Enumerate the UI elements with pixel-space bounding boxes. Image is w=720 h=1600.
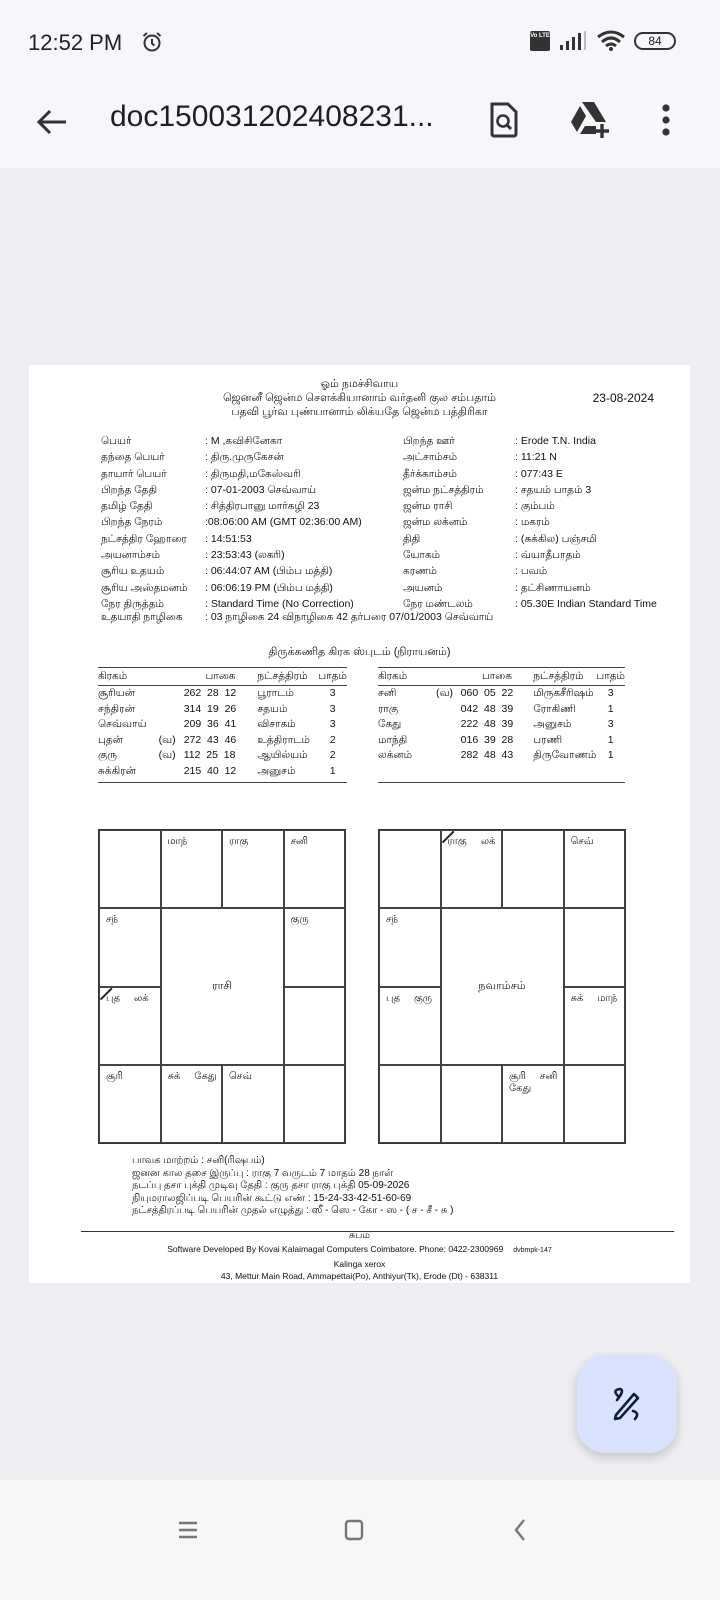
back-arrow-icon — [36, 108, 68, 136]
cell-empty — [461, 764, 534, 783]
volte-icon: Vo LTE — [530, 31, 550, 51]
planet-label: சுக் — [570, 992, 584, 1004]
chart-house-virgo — [564, 1065, 626, 1143]
cell-deg: 282 48 43 — [460, 749, 514, 761]
navamsa-chart — [378, 829, 626, 1144]
info-row — [101, 563, 362, 579]
chart-house-taurus — [502, 830, 564, 908]
info-value: : தட்சிணாயனம் — [515, 581, 591, 594]
info-label: அயனாம்சம் — [101, 549, 161, 562]
table-row — [98, 717, 347, 733]
info-value: : சதயம் பாதம் 3 — [515, 483, 592, 496]
cell-pada: 1 — [607, 702, 614, 715]
cell-planet: ராகு — [378, 702, 399, 715]
info-label: தந்தை பெயர் — [101, 451, 165, 464]
table-row — [98, 764, 347, 783]
info-row — [403, 498, 657, 514]
table-row — [378, 686, 625, 702]
cell-star: அனுசம் — [257, 764, 318, 783]
cell-pada: 3 — [607, 687, 614, 699]
info-value: : M ,கவிசினேகா — [205, 435, 283, 447]
table-row — [378, 748, 625, 764]
info-label: அயனம் — [403, 581, 443, 594]
info-row — [101, 596, 362, 612]
cell-planet: சந்திரன் — [98, 702, 135, 715]
cell-empty — [596, 764, 625, 783]
info-row — [101, 482, 362, 498]
cell-planet: கேது — [378, 718, 402, 730]
table-row — [378, 702, 625, 718]
chart-house-libra — [502, 1065, 564, 1143]
chart-house-sagittarius — [99, 1065, 161, 1143]
cell-planet: சுக்கிரன் — [98, 764, 159, 783]
info-label: சூரிய உதயம் — [101, 565, 165, 578]
info-label: உதயாதி நாழிகை — [101, 611, 183, 623]
chart-house-virgo — [284, 1065, 346, 1143]
back-icon — [513, 1518, 527, 1542]
credits — [29, 1243, 690, 1283]
table-row — [98, 702, 347, 718]
cell-star: அனுசம் — [533, 718, 572, 730]
info-row — [403, 547, 657, 563]
info-row — [403, 466, 657, 482]
info-label: பிறந்த தேதி — [101, 483, 158, 496]
edit-signature-button[interactable] — [577, 1355, 677, 1453]
cell-retro — [436, 717, 461, 733]
info-value: : 14:51:53 — [205, 532, 252, 545]
cell-planet: சூரியன் — [98, 687, 135, 699]
dasa-line: நட்சத்திரப்படி பெயரின் முதல் எழுத்து : ஸீ - ஸெ - கோ - ஸ - ( ச - சீ - சு ) — [132, 1205, 454, 1216]
cell-retro — [159, 702, 184, 718]
home-icon — [344, 1519, 364, 1541]
cell-retro — [159, 686, 184, 702]
info-value: : 05.30E Indian Standard Time — [515, 597, 657, 610]
app-bar — [0, 80, 720, 168]
chart-house-gemini — [284, 830, 346, 908]
info-row — [101, 547, 362, 563]
cell-deg: 112 25 18 — [183, 749, 236, 761]
document-date: 23-08-2024 — [592, 391, 654, 405]
info-value: : சித்திரபானு மார்கழி 23 — [205, 500, 320, 513]
cell-pada: 3 — [329, 687, 336, 699]
cell-star: விசாகம் — [257, 718, 296, 730]
nav-back-button[interactable] — [498, 1510, 542, 1550]
info-row — [101, 498, 362, 514]
cell-deg: 042 48 39 — [460, 702, 514, 715]
table-row — [98, 748, 347, 764]
planet-label: லக் — [133, 992, 149, 1004]
planet-label: மாந் — [597, 992, 618, 1004]
credits-line-3: 43, Mettur Main Road, Ammapettai(Po), Anthiyur(Tk), Erode (Dt) - 638311 — [220, 1271, 499, 1281]
cell-star: சதயம் — [257, 702, 288, 715]
credits-line-2: Kalinga xerox — [333, 1258, 386, 1269]
info-label: பெயர் — [101, 435, 132, 447]
cell-planet: குரு — [98, 749, 118, 761]
info-row — [101, 580, 362, 596]
cell-pada: 2 — [329, 749, 336, 761]
planet-label: ராகு — [229, 836, 249, 847]
chart-house-pisces — [379, 830, 441, 908]
subam-text: சுபம் — [349, 1230, 370, 1241]
divider — [81, 1231, 674, 1232]
header-line-2: ஜெனனீ ஜென்ம சௌக்கியானாம் வர்தனி குல சம்பதாம் — [222, 392, 496, 404]
more-options-button[interactable] — [644, 98, 688, 142]
info-row — [101, 466, 362, 482]
info-label: தாயார் பெயர் — [101, 467, 167, 480]
info-label: பிறந்த ஊர் — [403, 435, 455, 447]
cell-empty — [378, 764, 436, 783]
column-header-star: நட்சத்திரம் — [257, 668, 318, 686]
cell-deg: 314 19 26 — [183, 702, 237, 715]
cell-star: மிருகசீரிஷம் — [533, 687, 594, 699]
info-label: ஜன்ம லக்னம் — [403, 516, 468, 529]
cell-retro — [436, 733, 461, 749]
cell-pada: 3 — [329, 702, 336, 715]
planet-label: கேது — [509, 1082, 532, 1094]
info-row — [403, 563, 657, 579]
chart-house-aquarius — [99, 908, 161, 986]
planet-label: புத — [106, 992, 120, 1004]
chart-house-scorpio — [161, 1065, 223, 1143]
info-value: : 06:06:19 PM (பிம்ப மத்தி) — [205, 581, 333, 594]
more-vert-icon — [661, 103, 671, 137]
planet-label: ராகு — [447, 836, 467, 847]
info-value: : 11:21 N — [515, 451, 557, 464]
info-value: :08:06:00 AM (GMT 02:36:00 AM) — [205, 516, 362, 529]
home-button[interactable] — [332, 1510, 376, 1550]
document-viewer[interactable] — [0, 168, 720, 1480]
info-row — [403, 514, 657, 530]
dasa-line: நியுமராலஜிப்படி பெயரின் கூட்டு எண் : 15-24-33-42-51-60-69 — [132, 1192, 412, 1204]
rasi-chart — [98, 829, 346, 1144]
cell-planet: சனி — [378, 687, 397, 699]
column-header-degree: பாகை — [184, 668, 258, 686]
cell-retro — [159, 717, 184, 733]
table-row-spacer — [378, 764, 625, 783]
chart-house-gemini — [564, 830, 626, 908]
birth-info-left — [101, 433, 362, 612]
chart-house-scorpio — [441, 1065, 503, 1143]
table-row — [378, 733, 625, 749]
graha-table-title: திருக்கணித கிரக ஸ்புடம் (நிராயனம்) — [268, 646, 451, 658]
chart-house-pisces — [99, 830, 161, 908]
cell-pada: 1 — [607, 749, 614, 761]
cell-planet: மாந்தி — [378, 733, 408, 746]
table-row — [378, 717, 625, 733]
table-header — [378, 668, 625, 686]
column-header-blank — [159, 668, 184, 686]
planet-label: மாந் — [167, 836, 188, 847]
info-label: நேர மண்டலம் — [403, 597, 473, 610]
cell-retro — [436, 748, 461, 764]
cell-planet: லக்னம் — [378, 749, 413, 761]
status-time: 12:52 PM — [28, 30, 123, 55]
planet-label: சுக் — [167, 1070, 181, 1082]
chart-house-capricorn — [99, 987, 161, 1065]
info-row — [403, 449, 657, 465]
column-header-planet: கிரகம் — [98, 668, 159, 686]
info-value: : திரு.முருகேசன் — [205, 451, 284, 464]
cell-deg: 262 28 12 — [183, 687, 237, 699]
chart-house-sagittarius — [379, 1065, 441, 1143]
info-label: நட்சத்திர ஹோரை — [101, 532, 187, 545]
info-value: : 077:43 E — [515, 467, 563, 480]
info-row — [403, 531, 657, 547]
dasa-line: நடப்பு தசா புக்தி முடிவு தேதி : குரு தசா ராகு புக்தி 05-09-2026 — [132, 1180, 410, 1191]
planet-label: சந் — [386, 914, 398, 926]
info-row — [101, 433, 362, 449]
planet-label: செவ் — [229, 1070, 252, 1082]
cell-star: பரணி — [533, 733, 563, 746]
cell-retro — [436, 702, 461, 718]
info-value: : வ்யாதீபாதம் — [515, 549, 581, 562]
planet-label: லக் — [480, 836, 496, 847]
chart-house-libra — [222, 1065, 284, 1143]
dasa-line: பாவக மாற்றம் : சனி(ரிஷபம்) — [132, 1155, 265, 1166]
info-row — [403, 596, 657, 612]
planet-label: செவ் — [570, 836, 594, 847]
info-value: : (சுக்கில) பஞ்சமி — [515, 532, 597, 545]
column-header-blank — [436, 668, 461, 686]
find-in-page-button[interactable] — [482, 98, 526, 142]
chart-house-aquarius — [379, 908, 441, 986]
cell-empty — [436, 764, 461, 783]
info-value: : 07-01-2003 செவ்வாய் — [205, 483, 317, 496]
header-line-3: பதவி பூர்வ புண்யானாம் லிக்யதே ஜென்ம பத்திரிகா — [231, 406, 488, 418]
chart-house-capricorn — [379, 987, 441, 1065]
info-value: : Standard Time (No Correction) — [205, 597, 354, 610]
document-title: doc150031202408231... — [110, 100, 434, 133]
battery-indicator: 84 — [634, 32, 676, 50]
chart-house-cancer — [284, 908, 346, 986]
cell-star: உத்திராடம் — [257, 733, 310, 746]
chart-house-leo — [284, 987, 346, 1065]
udayadi-nazhigai — [101, 611, 493, 624]
cell-pada: 1 — [607, 733, 614, 746]
info-label: பிறந்த நேரம் — [101, 516, 163, 529]
cell-deg: 060 05 22 — [460, 687, 514, 699]
info-row — [101, 531, 362, 547]
table-row — [98, 733, 347, 749]
planet-label: குரு — [290, 914, 309, 926]
info-value: : கும்பம் — [515, 500, 555, 513]
cell-pada: 2 — [329, 733, 336, 746]
info-value: : 03 நாழிகை 24 விநாழிகை 42 தர்பரை 07/01/2003 செவ்வாய் — [205, 611, 494, 623]
planet-label: குரு — [413, 992, 433, 1004]
cell-star: திருவோணம் — [533, 749, 597, 761]
cell-retro: (வ) — [158, 733, 176, 746]
column-header-degree: பாகை — [461, 668, 534, 686]
info-label: கரணம் — [403, 565, 437, 578]
planet-label: கேது — [194, 1070, 217, 1082]
chart-house-aries — [441, 830, 503, 908]
cell-retro — [159, 764, 184, 783]
alarm-icon — [140, 30, 164, 54]
signal-icon — [558, 31, 588, 51]
info-value: : 06:44:07 AM (பிம்ப மத்தி) — [205, 565, 333, 578]
edit-signature-icon — [609, 1386, 645, 1422]
birth-info-right — [403, 433, 657, 612]
planet-label: சூரி — [509, 1070, 526, 1082]
cell-deg: 222 48 39 — [460, 718, 514, 730]
column-header-planet: கிரகம் — [378, 668, 436, 686]
cell-star: ஆயில்யம் — [257, 749, 308, 761]
planet-label: சனி — [539, 1070, 558, 1082]
dasa-details — [132, 1155, 453, 1218]
planet-label: புத — [386, 992, 400, 1004]
dasa-line: ஜனன கால தசை இருப்பு : ராகு 7 வருடம் 7 மாதம் 28 நாள் — [132, 1167, 394, 1179]
credits-line-1: Software Developed By Kovai Kalaimagal Computers Coimbatore. Phone: 0422-2300969 — [167, 1244, 504, 1254]
info-label: யோகம் — [403, 549, 441, 562]
chart-center-label: நவாம்சம் — [441, 908, 564, 1065]
info-label: ஜன்ம ராசி — [403, 500, 453, 513]
document-page — [29, 365, 690, 1283]
system-nav-bar — [0, 1480, 720, 1600]
info-label: நேர திருத்தம் — [101, 597, 164, 610]
cell-star: பூராடம் — [257, 687, 294, 699]
info-label: அட்சாம்சம் — [403, 451, 458, 464]
column-header-pada: பாதம் — [596, 668, 625, 686]
info-label: ஜன்ம நட்சத்திரம் — [403, 483, 484, 496]
recents-icon — [178, 1521, 198, 1539]
info-value: : திருமதி,மகேஸ்வரி — [205, 467, 301, 480]
cell-deg: 215 40 12 — [184, 764, 258, 783]
cell-empty — [533, 764, 596, 783]
back-button[interactable] — [30, 100, 74, 144]
find-in-page-icon — [488, 102, 520, 138]
cell-pada: 3 — [607, 718, 614, 730]
column-header-star: நட்சத்திரம் — [533, 668, 596, 686]
table-header — [98, 668, 347, 686]
info-row — [403, 433, 657, 449]
info-value: : பவம் — [515, 565, 548, 578]
status-bar — [0, 0, 720, 80]
cell-retro: (வ) — [435, 687, 453, 699]
cell-retro: (வ) — [158, 749, 176, 761]
cell-planet: புதன் — [98, 733, 123, 746]
info-row — [403, 580, 657, 596]
planet-label: சூரி — [106, 1070, 123, 1082]
info-label: தமிழ் தேதி — [101, 500, 153, 513]
graha-table-right — [378, 667, 625, 783]
info-value: : மகரம் — [515, 516, 550, 529]
chart-center-label: ராசி — [161, 908, 284, 1065]
table-row — [98, 686, 347, 702]
chart-house-taurus — [222, 830, 284, 908]
chart-house-leo — [564, 987, 626, 1065]
cell-deg: 272 43 46 — [183, 733, 237, 746]
cell-deg: 209 36 41 — [183, 718, 237, 730]
column-header-pada: பாதம் — [318, 668, 347, 686]
cell-star: ரோகிணி — [533, 702, 576, 715]
add-to-drive-icon — [568, 100, 612, 140]
credits-code: dvbmpk-147 — [513, 1247, 552, 1254]
info-row — [101, 449, 362, 465]
info-label: திதி — [403, 532, 421, 545]
add-to-drive-button[interactable] — [568, 98, 612, 142]
chart-house-aries — [161, 830, 223, 908]
info-label: தீர்க்காம்சம் — [403, 467, 457, 480]
graha-table-left — [98, 667, 347, 783]
planet-label: சனி — [290, 836, 308, 847]
info-value: : Erode T.N. India — [515, 435, 596, 447]
info-row — [101, 514, 362, 530]
header-line-1: ஓம் நமச்சிவாய — [320, 378, 399, 390]
cell-planet: செவ்வாய் — [98, 718, 147, 730]
recents-button[interactable] — [166, 1510, 210, 1550]
document-header — [29, 377, 690, 419]
info-label: சூரிய அஸ்தமனம் — [101, 581, 188, 594]
cell-pada: 3 — [329, 718, 336, 730]
cell-pada: 1 — [318, 764, 347, 783]
cell-deg: 016 39 28 — [460, 733, 514, 746]
info-value: : 23:53:43 (லகரி) — [205, 549, 285, 562]
chart-house-cancer — [564, 908, 626, 986]
planet-label: சந் — [106, 914, 118, 926]
wifi-icon — [596, 30, 626, 52]
info-row — [403, 482, 657, 498]
